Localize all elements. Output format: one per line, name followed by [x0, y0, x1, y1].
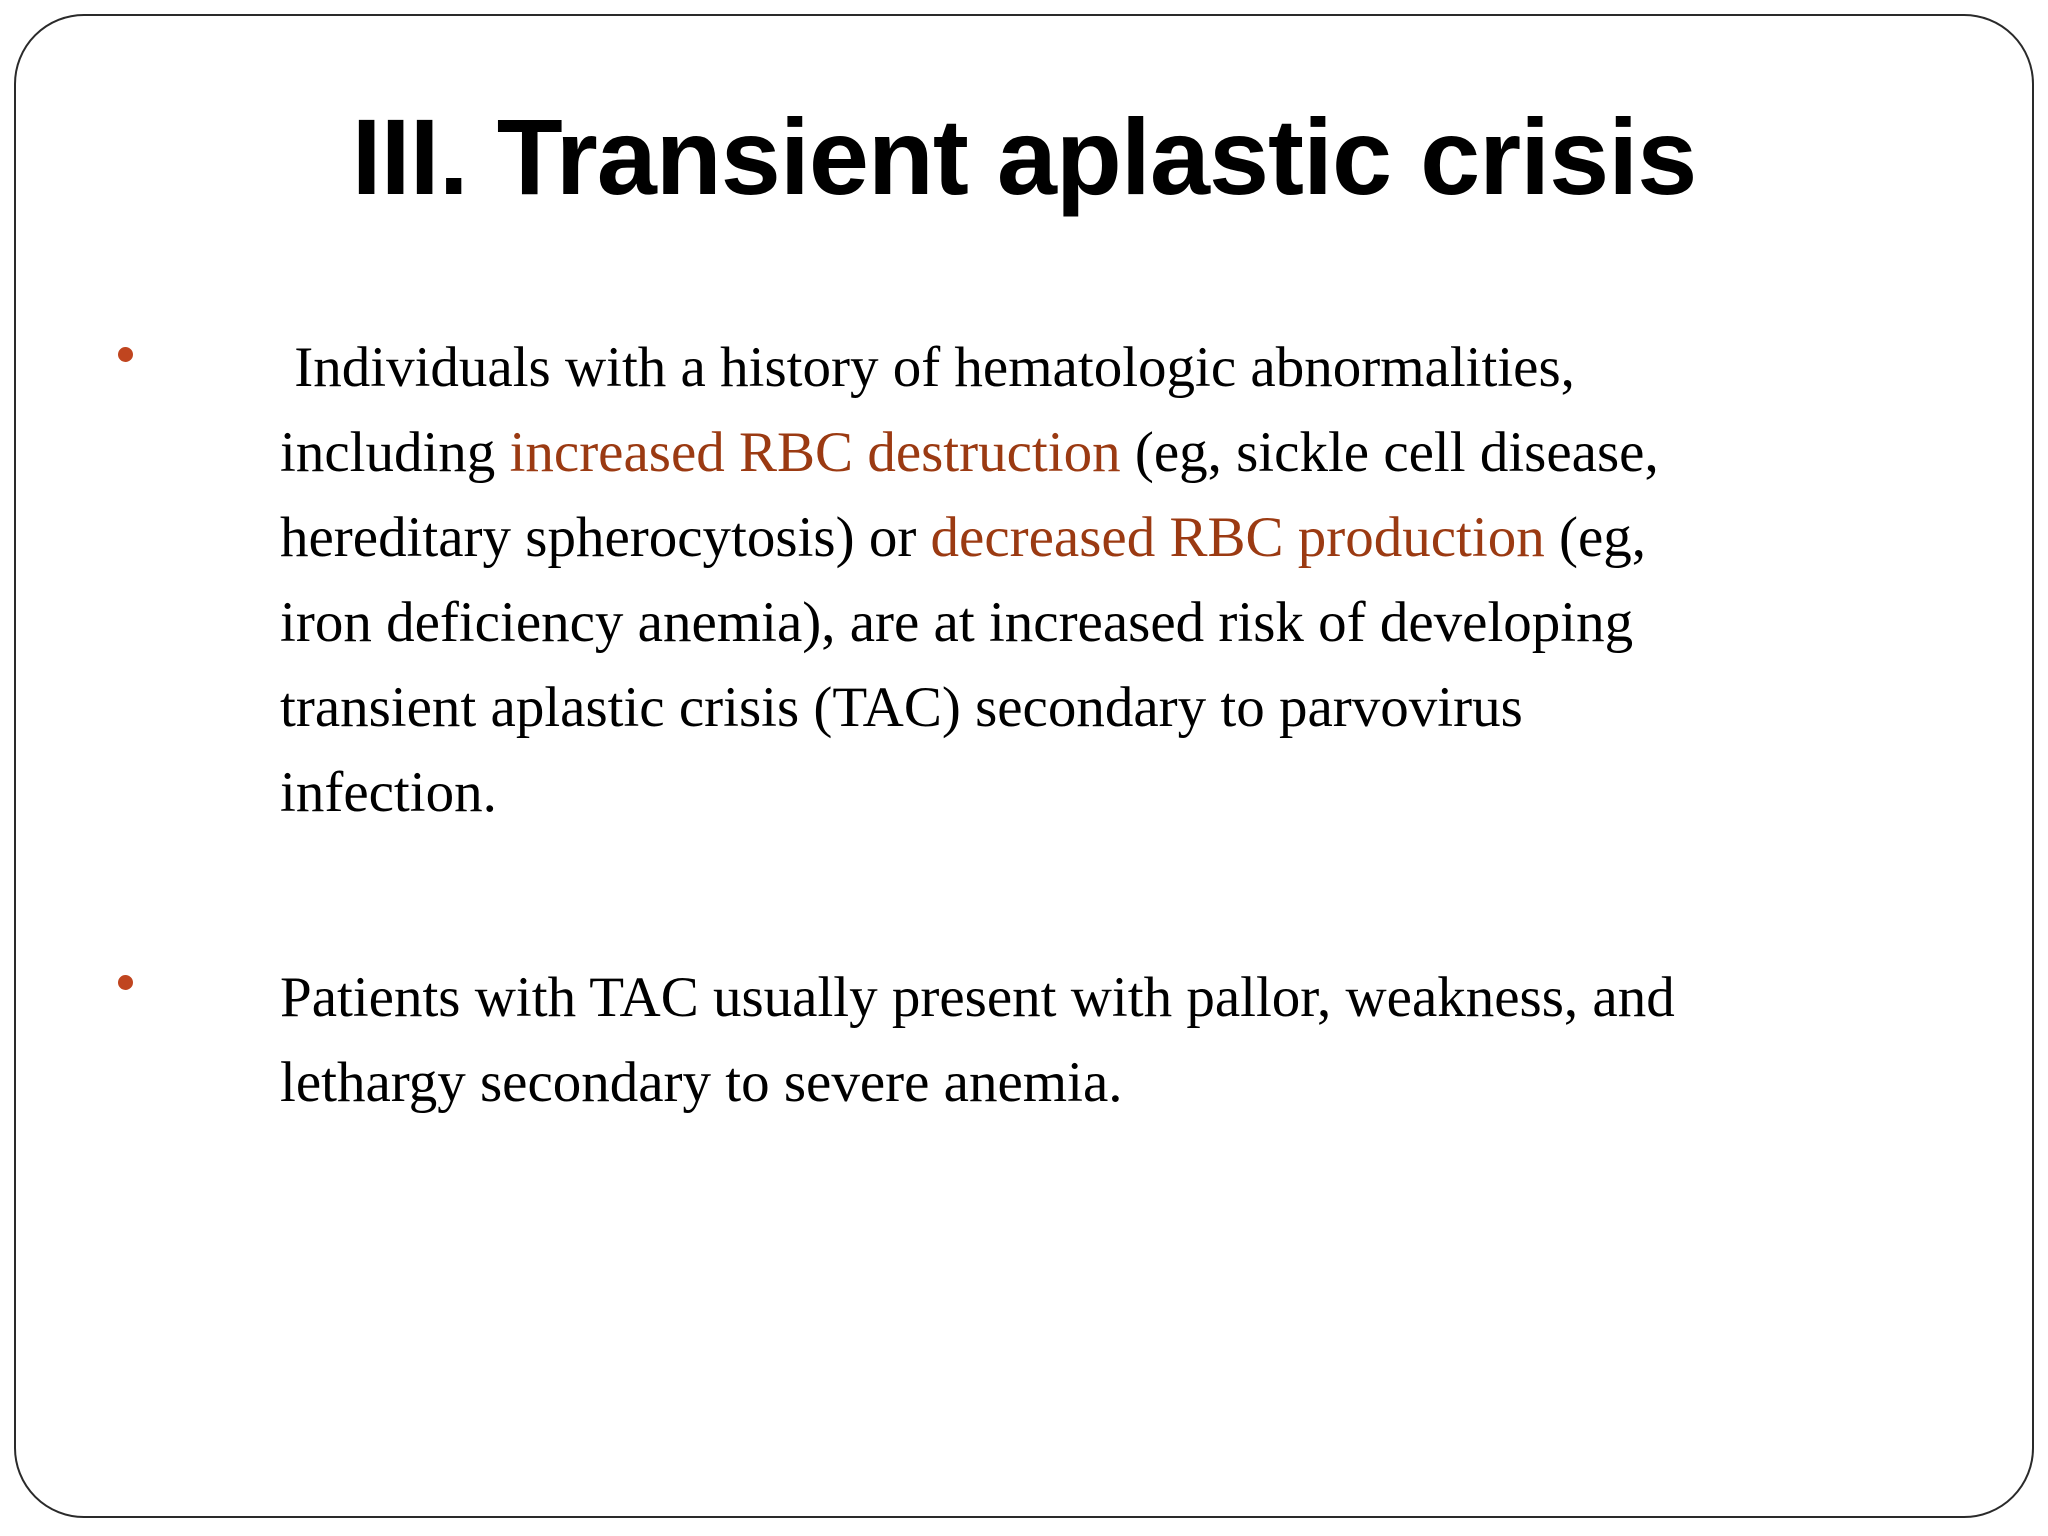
text-run: including — [280, 421, 510, 484]
text-run: hereditary spherocytosis) or — [280, 506, 931, 569]
highlight-increased-rbc-destruction: increased RBC destruction — [509, 421, 1121, 484]
text-run: Patients with TAC usually present with pallor, weakness, and — [280, 966, 1675, 1029]
bullet-1-line-3 — [280, 495, 1920, 580]
bullet-2-text — [280, 955, 1920, 1125]
text-run: Individuals with a history of hematologic abnormalities, — [280, 336, 1575, 399]
bullet-marker — [118, 975, 133, 990]
text-run: (eg, sickle cell disease, — [1120, 421, 1659, 484]
text-run: transient aplastic crisis (TAC) secondary to parvovirus — [280, 676, 1523, 739]
slide-title: III. Transient aplastic crisis — [351, 96, 1697, 217]
bullet-2-line-2 — [280, 1040, 1920, 1125]
text-run: (eg, — [1544, 506, 1646, 569]
bullet-1-line-1 — [280, 325, 1920, 410]
text-run: iron deficiency anemia), are at increased risk of developing — [280, 591, 1634, 654]
bullet-2-line-1 — [280, 955, 1920, 1040]
highlight-decreased-rbc-production: decreased RBC production — [930, 506, 1545, 569]
bullet-1-text — [280, 325, 1920, 835]
bullet-1-line-5 — [280, 665, 1920, 750]
text-run: lethargy secondary to severe anemia. — [280, 1051, 1123, 1114]
bullet-1-line-6 — [280, 750, 1920, 835]
bullet-marker — [118, 347, 133, 362]
bullet-1-line-2 — [280, 410, 1920, 495]
text-run: infection. — [280, 761, 497, 824]
bullet-1-line-4 — [280, 580, 1920, 665]
